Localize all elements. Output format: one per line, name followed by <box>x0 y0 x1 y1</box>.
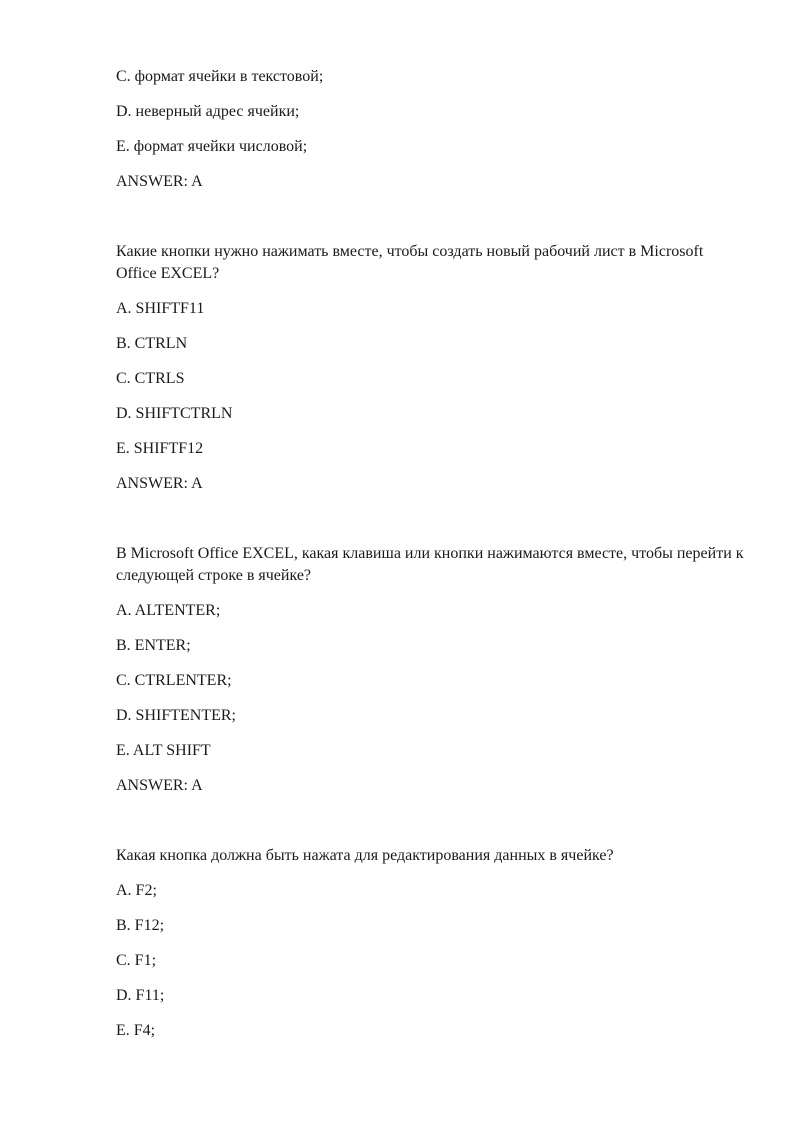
option-d: D. неверный адрес ячейки; <box>116 103 300 120</box>
question-block-1 <box>116 66 746 193</box>
question-block-4 <box>116 845 746 1042</box>
option-b: B. F12; <box>116 917 165 934</box>
spacer <box>116 206 746 241</box>
option-d: D. SHIFTENTER; <box>116 707 236 724</box>
option-d: D. SHIFTCTRLN <box>116 405 233 422</box>
question-text: Какая кнопка должна быть нажата для редактирования данных в ячейке? <box>116 847 614 864</box>
option-e: E. F4; <box>116 1022 156 1039</box>
option-a: A. F2; <box>116 882 157 899</box>
option-c: C. CTRLENTER; <box>116 672 232 689</box>
option-c: C. CTRLS <box>116 370 185 387</box>
question-block-2 <box>116 241 746 495</box>
option-c: C. F1; <box>116 952 157 969</box>
option-e: E. формат ячейки числовой; <box>116 138 308 155</box>
option-d: D. F11; <box>116 987 165 1004</box>
option-e: E. SHIFTF12 <box>116 440 204 457</box>
document-body <box>116 66 746 1055</box>
option-b: B. ENTER; <box>116 637 191 654</box>
option-e: E. ALT SHIFT <box>116 742 211 759</box>
question-block-3 <box>116 543 746 797</box>
option-a: A. SHIFTF11 <box>116 300 205 317</box>
spacer <box>116 810 746 845</box>
answer-line: ANSWER: A <box>116 475 203 492</box>
answer-line: ANSWER: A <box>116 777 203 794</box>
spacer <box>116 508 746 543</box>
question-text: Какие кнопки нужно нажимать вместе, чтобы создать новый рабочий лист в Microsoft Office EXCEL? <box>116 243 704 282</box>
option-c: C. формат ячейки в текстовой; <box>116 68 324 85</box>
answer-line: ANSWER: A <box>116 173 203 190</box>
option-b: B. CTRLN <box>116 335 188 352</box>
question-text: В Microsoft Office EXCEL, какая клавиша или кнопки нажимаются вместе, чтобы перейти к следующей строке в ячейке? <box>116 545 744 584</box>
option-a: A. ALTENTER; <box>116 602 221 619</box>
